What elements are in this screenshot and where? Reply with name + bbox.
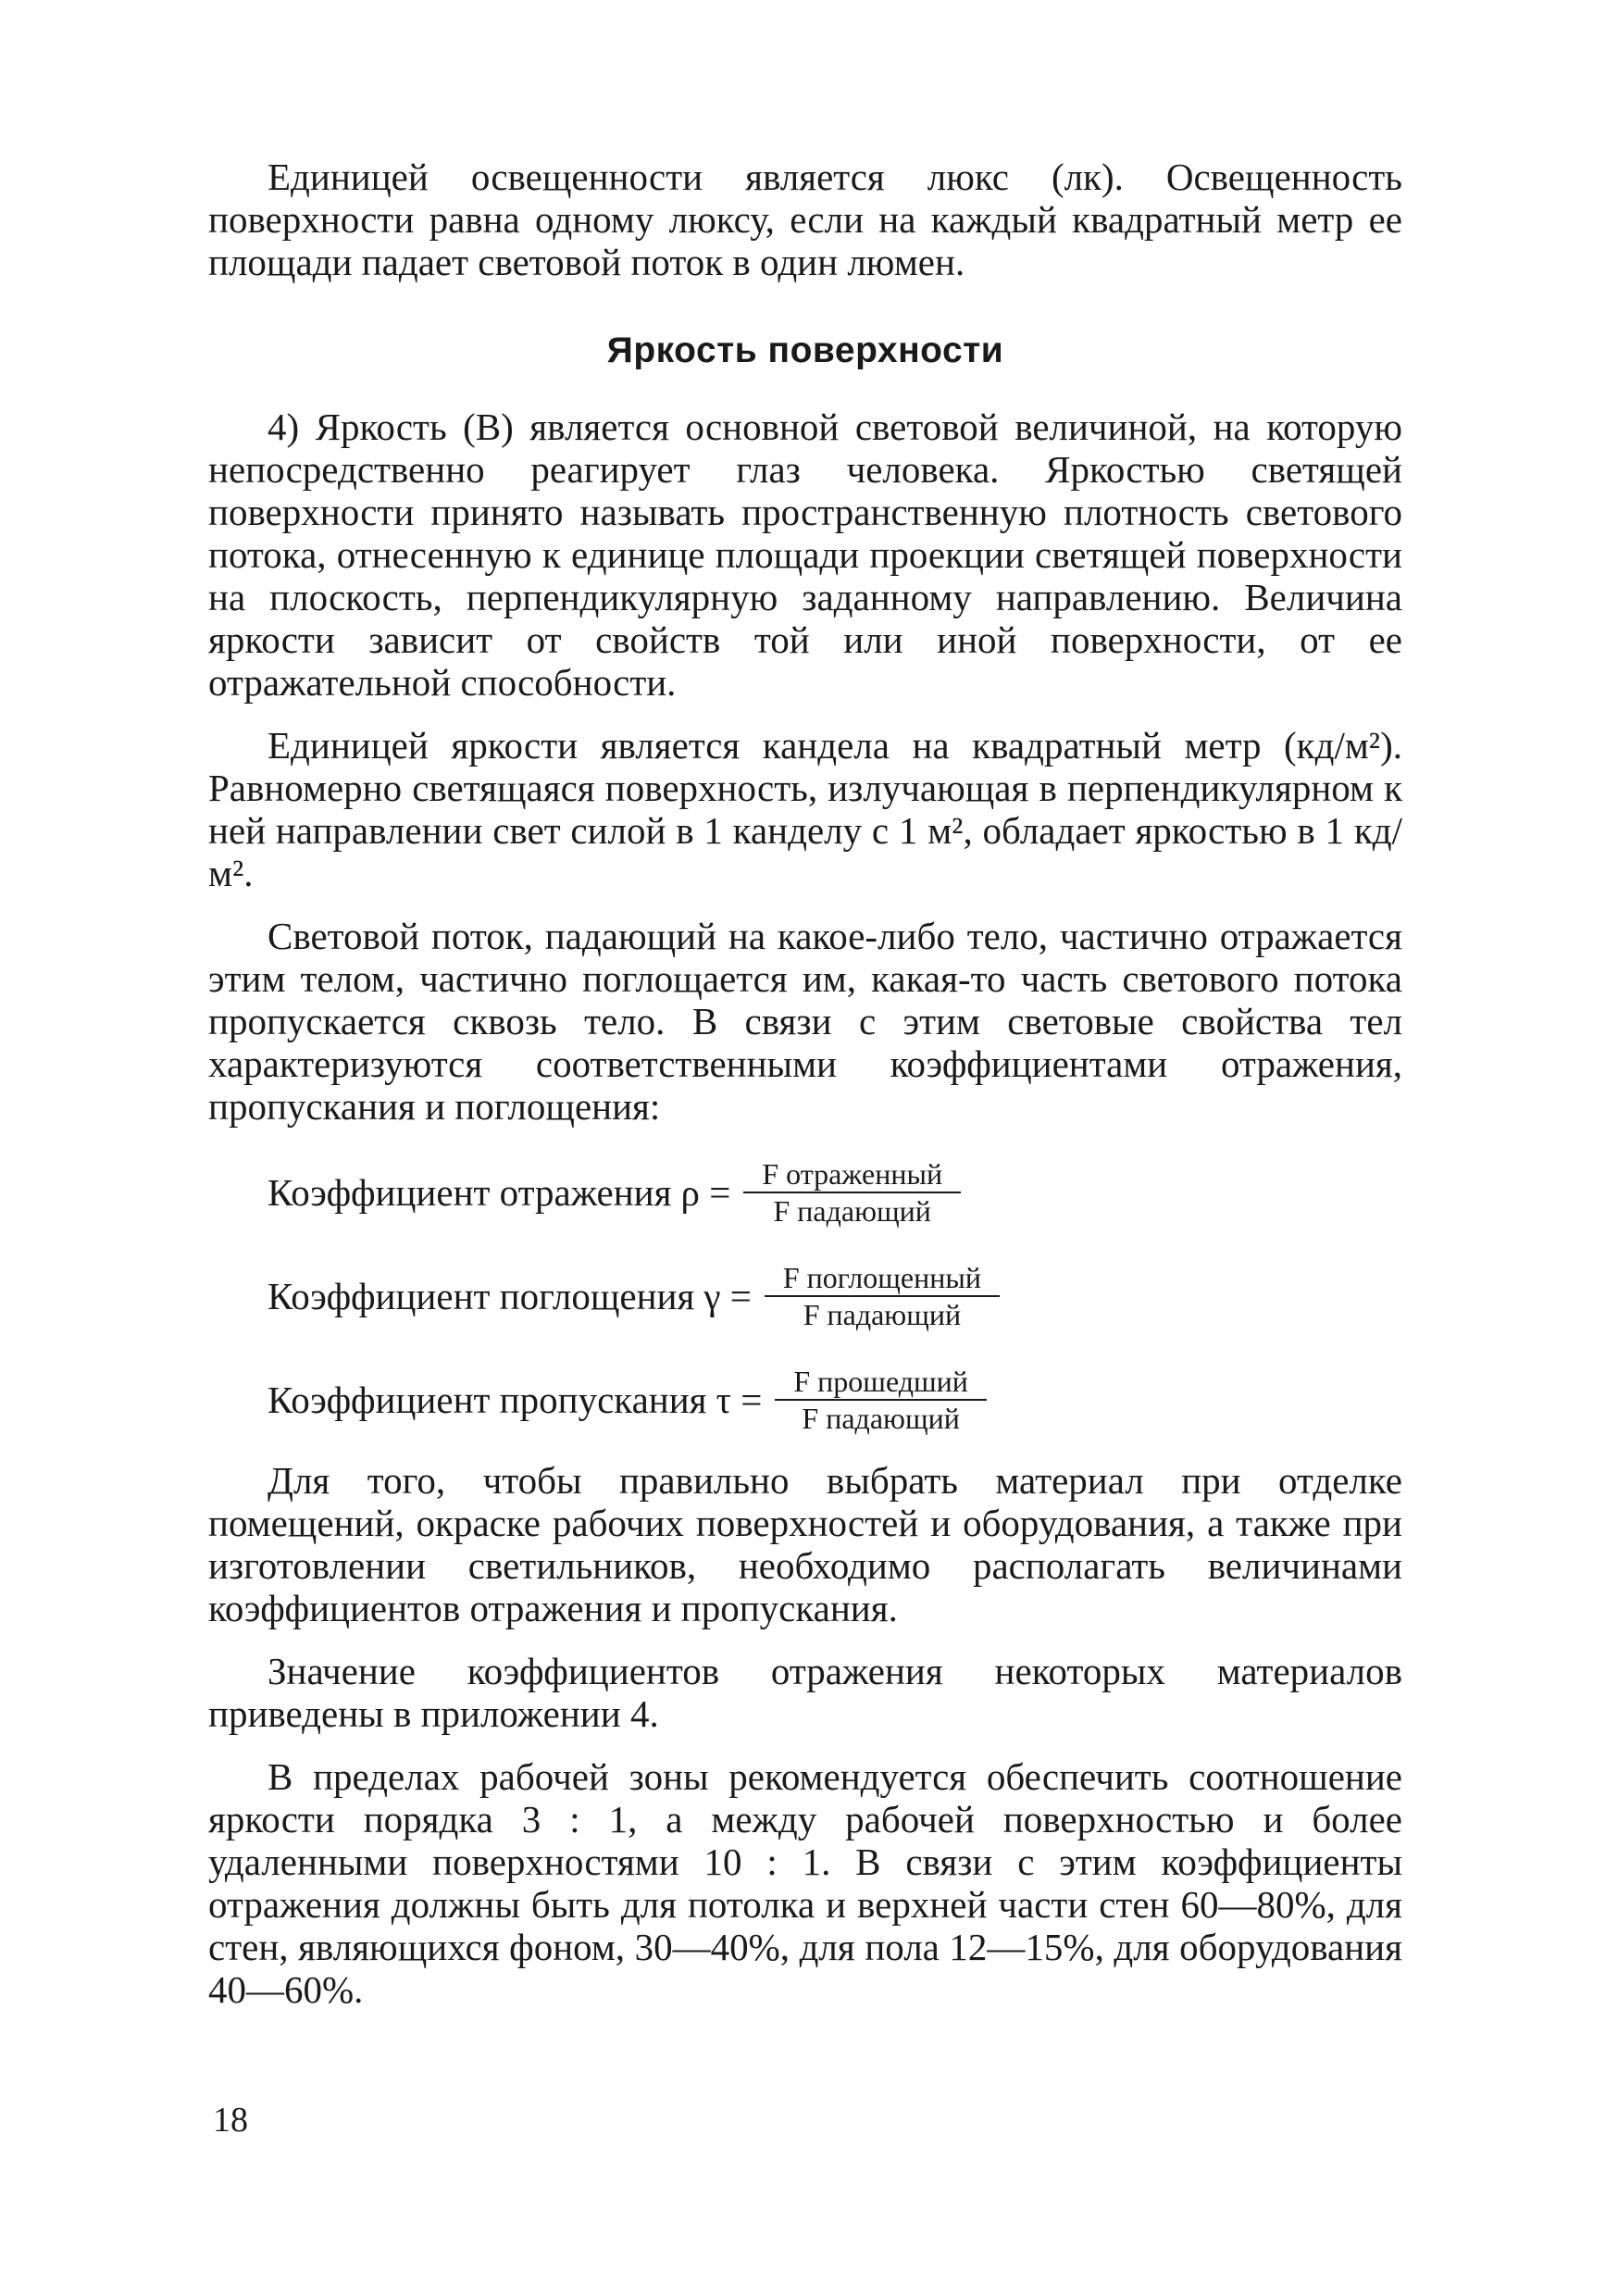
formula-reflection xyxy=(268,1148,1402,1237)
formula-fraction xyxy=(765,1260,1000,1332)
fraction-denominator: F падающий xyxy=(773,1194,931,1228)
formula-symbol: γ = xyxy=(703,1275,752,1317)
fraction-denominator: F падающий xyxy=(802,1402,960,1435)
fraction-denominator: F падающий xyxy=(803,1298,962,1331)
paragraph-material-selection: Для того, чтобы правильно выбрать материал при отделке помещений, окраске рабочих поверхностей и оборудования, а также при изготовлении светильников, необходимо располагать величинами коэффициентов отражения и пропускания. xyxy=(208,1459,1402,1629)
formula-name: Коэффициент поглощения xyxy=(268,1275,695,1317)
formula-name: Коэффициент пропускания xyxy=(268,1379,707,1421)
formula-fraction xyxy=(743,1156,961,1229)
page-number: 18 xyxy=(213,2101,248,2140)
formula-transmission xyxy=(268,1355,1402,1444)
formula-symbol: ρ = xyxy=(680,1171,731,1214)
paragraph-illuminance-unit: Единицей освещенности является люкс (лк). Освещенность поверхности равна одному люксу, если на каждый квадратный метр ее площади падает световой поток в один люмен. xyxy=(208,156,1402,283)
paragraph-brightness-definition: 4) Яркость (В) является основной световой величиной, на которую непосредственно реагирует глаз человека. Яркостью светящей поверхности принято называть пространственную плотность светового потока, отнесенную к единице площади проекции светящей поверхности на плоскость, перпендикулярную заданному направлению. Величина яркости зависит от свойств той или иной поверхности, от ее отражательной способности. xyxy=(208,406,1402,704)
formula-absorption xyxy=(268,1252,1402,1341)
formula-symbol: τ = xyxy=(716,1379,763,1421)
formula-name: Коэффициент отражения xyxy=(268,1171,672,1214)
fraction-numerator: F отраженный xyxy=(743,1156,961,1193)
fraction-numerator: F прошедший xyxy=(775,1364,987,1401)
formula-fraction xyxy=(775,1364,987,1436)
paragraph-light-flux-properties: Световой поток, падающий на какое-либо тело, частично отражается этим телом, частично поглощается им, какая-то часть светового потока пропускается сквозь тело. В связи с этим световые свойства тел характеризуются соответственными коэффициентами отражения, пропускания и поглощения: xyxy=(208,915,1402,1128)
paragraph-recommended-ratios: В пределах рабочей зоны рекомендуется обеспечить соотношение яркости порядка 3 : 1, а между рабочей поверхностью и более удаленными поверхностями 10 : 1. В связи с этим коэффициенты отражения должны быть для потолка и верхней части стен 60—80%, для стен, являющихся фоном, 30—40%, для пола 12—15%, для оборудования 40—60%. xyxy=(208,1755,1402,2011)
page-body xyxy=(208,156,1402,2031)
section-heading: Яркость поверхности xyxy=(606,331,1004,370)
fraction-numerator: F поглощенный xyxy=(765,1260,1000,1297)
paragraph-brightness-unit: Единицей яркости является кандела на квадратный метр (кд/м²). Равномерно светящаяся поверхность, излучающая в перпендикулярном к ней направлении свет силой в 1 канделу с 1 м², обладает яркостью в 1 кд/м². xyxy=(208,724,1402,894)
paragraph-appendix-reference: Значение коэффициентов отражения некоторых материалов приведены в приложении 4. xyxy=(208,1650,1402,1735)
